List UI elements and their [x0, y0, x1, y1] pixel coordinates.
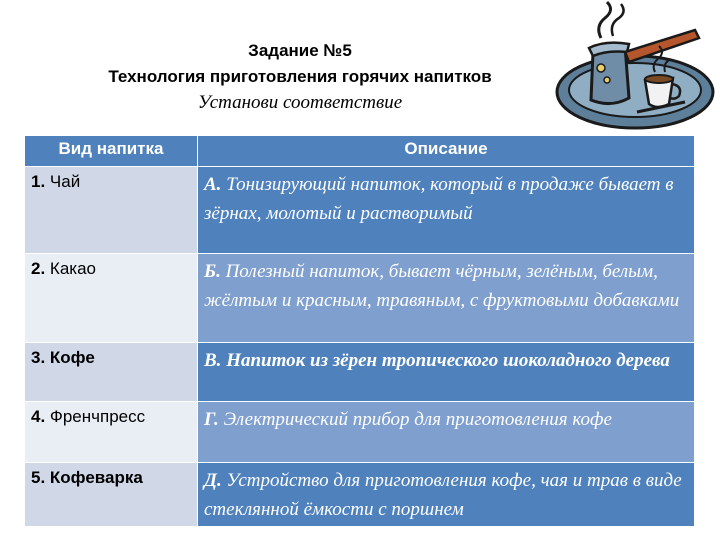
item-description: Напиток из зёрен тропического шоколадного дерева	[226, 350, 670, 371]
drink-cell	[25, 343, 198, 402]
table-row	[25, 167, 695, 254]
description-cell	[198, 254, 695, 343]
item-description: Полезный напиток, бывает чёрным, зелёным, белым, жёлтым и красным, травяным, с фруктовыми добавками	[204, 261, 680, 311]
item-description: Электрический прибор для приготовления кофе	[223, 409, 612, 430]
heading-block	[40, 38, 560, 116]
item-letter: Б.	[204, 261, 221, 282]
description-cell	[198, 167, 695, 254]
item-letter: В.	[204, 350, 222, 371]
drink-cell	[25, 167, 198, 254]
task-subtitle: Технология приготовления горячих напитков	[108, 67, 492, 86]
description-cell	[198, 343, 695, 402]
item-name: Кофеварка	[49, 468, 143, 487]
item-name: Френчпресс	[49, 407, 146, 426]
drink-cell	[25, 463, 198, 527]
table-row	[25, 343, 695, 402]
task-title: Задание №5	[248, 41, 352, 60]
item-letter: А.	[204, 174, 222, 195]
item-letter: Г.	[204, 409, 219, 430]
drink-cell	[25, 402, 198, 463]
drink-cell	[25, 254, 198, 343]
table-header-row	[25, 136, 695, 167]
description-cell	[198, 402, 695, 463]
task-instruction: Установи соответствие	[197, 92, 403, 113]
item-number: 1.	[31, 172, 46, 191]
coffee-turk-and-cup-icon	[545, 0, 720, 135]
item-number: 4.	[31, 407, 46, 426]
item-number: 5.	[31, 468, 46, 487]
item-name: Кофе	[49, 348, 95, 367]
table-row	[25, 254, 695, 343]
table-row	[25, 463, 695, 527]
table-row	[25, 402, 695, 463]
item-name: Какао	[49, 259, 96, 278]
item-description: Тонизирующий напиток, который в продаже бывает в зёрнах, молотый и растворимый	[204, 174, 674, 224]
item-number: 3.	[31, 348, 46, 367]
item-description: Устройство для приготовления кофе, чая и трав в виде стеклянной ёмкости с поршнем	[204, 470, 682, 520]
matching-table	[24, 135, 695, 527]
column-header-description: Описание	[198, 136, 695, 167]
item-name: Чай	[49, 172, 81, 191]
item-letter: Д.	[204, 470, 222, 491]
item-number: 2.	[31, 259, 46, 278]
description-cell	[198, 463, 695, 527]
column-header-kind: Вид напитка	[25, 136, 198, 167]
